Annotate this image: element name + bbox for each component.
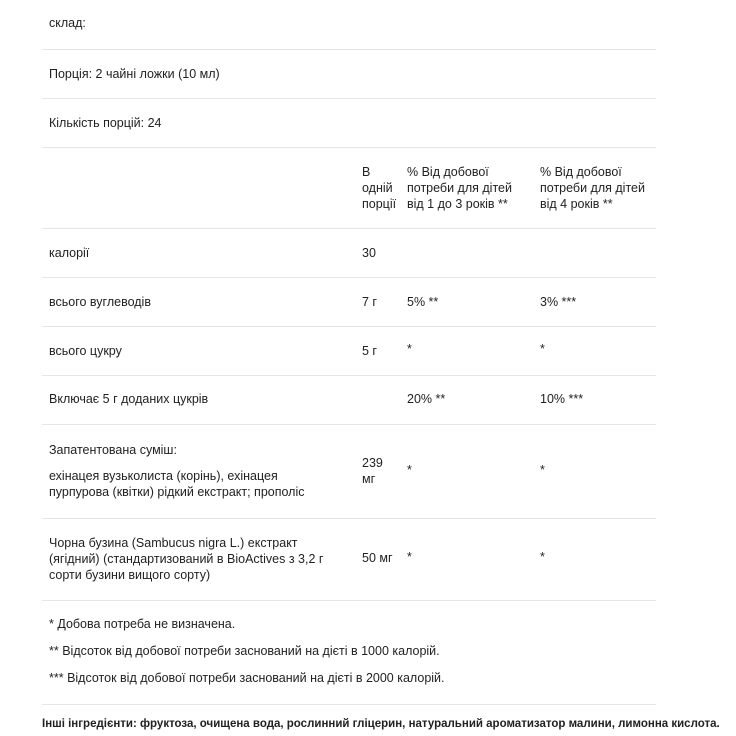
footnotes-row bbox=[42, 601, 656, 705]
dv-header-line: від 1 до 3 років ** bbox=[407, 197, 508, 211]
nutrient-amount: 30 bbox=[362, 246, 376, 260]
footnote: ** Відсоток від добової потреби заснований на дієті в 1000 калорій. bbox=[49, 644, 440, 658]
blend-description-line: пурпурова (квітки) рідкий екстракт; прополіс bbox=[49, 485, 305, 499]
serving-size-row bbox=[42, 50, 656, 99]
table-row bbox=[42, 229, 656, 278]
table-row bbox=[42, 376, 656, 425]
blend-amount-value: 239 bbox=[362, 456, 383, 470]
elderberry-description-line: (ягідний) (стандартизований в BioActives з 3,2 г bbox=[49, 552, 324, 566]
nutrient-dv-4: 10% *** bbox=[540, 392, 584, 406]
elderberry-row bbox=[42, 519, 656, 601]
table-header-row bbox=[42, 148, 656, 229]
composition-row bbox=[42, 0, 656, 50]
per-serving-header-line: одній bbox=[362, 181, 393, 195]
elderberry-amount: 50 мг bbox=[362, 551, 393, 565]
blend-dv-4: * bbox=[540, 463, 545, 477]
blend-description bbox=[49, 468, 305, 500]
nutrient-dv-4: * bbox=[540, 342, 545, 356]
other-ingredients: Інші інгредієнти: фруктоза, очищена вода, рослинний гліцерин, натуральний ароматизатор малини, лимонна кислота. bbox=[42, 718, 720, 730]
servings-count: Кількість порцій: 24 bbox=[49, 116, 162, 130]
blend-amount-unit: мг bbox=[362, 472, 376, 486]
elderberry-description bbox=[49, 535, 323, 583]
dv-children-1-3-header bbox=[407, 164, 512, 212]
footnote: * Добова потреба не визначена. bbox=[49, 617, 236, 631]
nutrient-dv-1-3: * bbox=[407, 342, 412, 356]
blend-dv-1-3: * bbox=[407, 463, 412, 477]
elderberry-description-line: сорти бузини вищого сорту) bbox=[49, 568, 211, 582]
dv-header-line: від 4 років ** bbox=[540, 197, 613, 211]
composition-label: склад: bbox=[49, 15, 86, 30]
per-serving-header bbox=[362, 164, 396, 212]
table-row bbox=[42, 278, 656, 327]
per-serving-header-line: В bbox=[362, 165, 371, 179]
dv-children-4-header bbox=[540, 164, 645, 212]
blend-amount bbox=[362, 455, 383, 487]
nutrient-name: Включає 5 г доданих цукрів bbox=[49, 392, 209, 406]
serving-size: Порція: 2 чайні ложки (10 мл) bbox=[49, 67, 220, 81]
elderberry-dv-4: * bbox=[540, 550, 545, 564]
nutrient-amount: 7 г bbox=[362, 295, 377, 309]
dv-header-line: % Від добової bbox=[540, 165, 622, 179]
blend-title: Запатентована суміш: bbox=[49, 443, 177, 457]
dv-header-line: потреби для дітей bbox=[540, 181, 645, 195]
table-row bbox=[42, 327, 656, 376]
nutrient-dv-1-3: 20% ** bbox=[407, 392, 446, 406]
nutrient-dv-1-3: 5% ** bbox=[407, 295, 439, 309]
supplement-facts-table bbox=[42, 0, 656, 705]
elderberry-dv-1-3: * bbox=[407, 550, 412, 564]
nutrient-name: всього вуглеводів bbox=[49, 295, 151, 309]
blend-description-line: ехінацея вузьколиста (корінь), ехінацея bbox=[49, 469, 278, 483]
dv-header-line: % Від добової bbox=[407, 165, 489, 179]
nutrient-dv-4: 3% *** bbox=[540, 295, 577, 309]
footnote: *** Відсоток від добової потреби заснований на дієті в 2000 калорій. bbox=[49, 671, 445, 685]
blend-row bbox=[42, 425, 656, 519]
nutrient-amount: 5 г bbox=[362, 344, 377, 358]
dv-header-line: потреби для дітей bbox=[407, 181, 512, 195]
nutrient-name: всього цукру bbox=[49, 344, 122, 358]
elderberry-description-line: Чорна бузина (Sambucus nigra L.) екстракт bbox=[49, 536, 298, 550]
per-serving-header-line: порції bbox=[362, 197, 397, 211]
servings-count-row bbox=[42, 99, 656, 148]
nutrient-name: калорії bbox=[49, 246, 90, 260]
